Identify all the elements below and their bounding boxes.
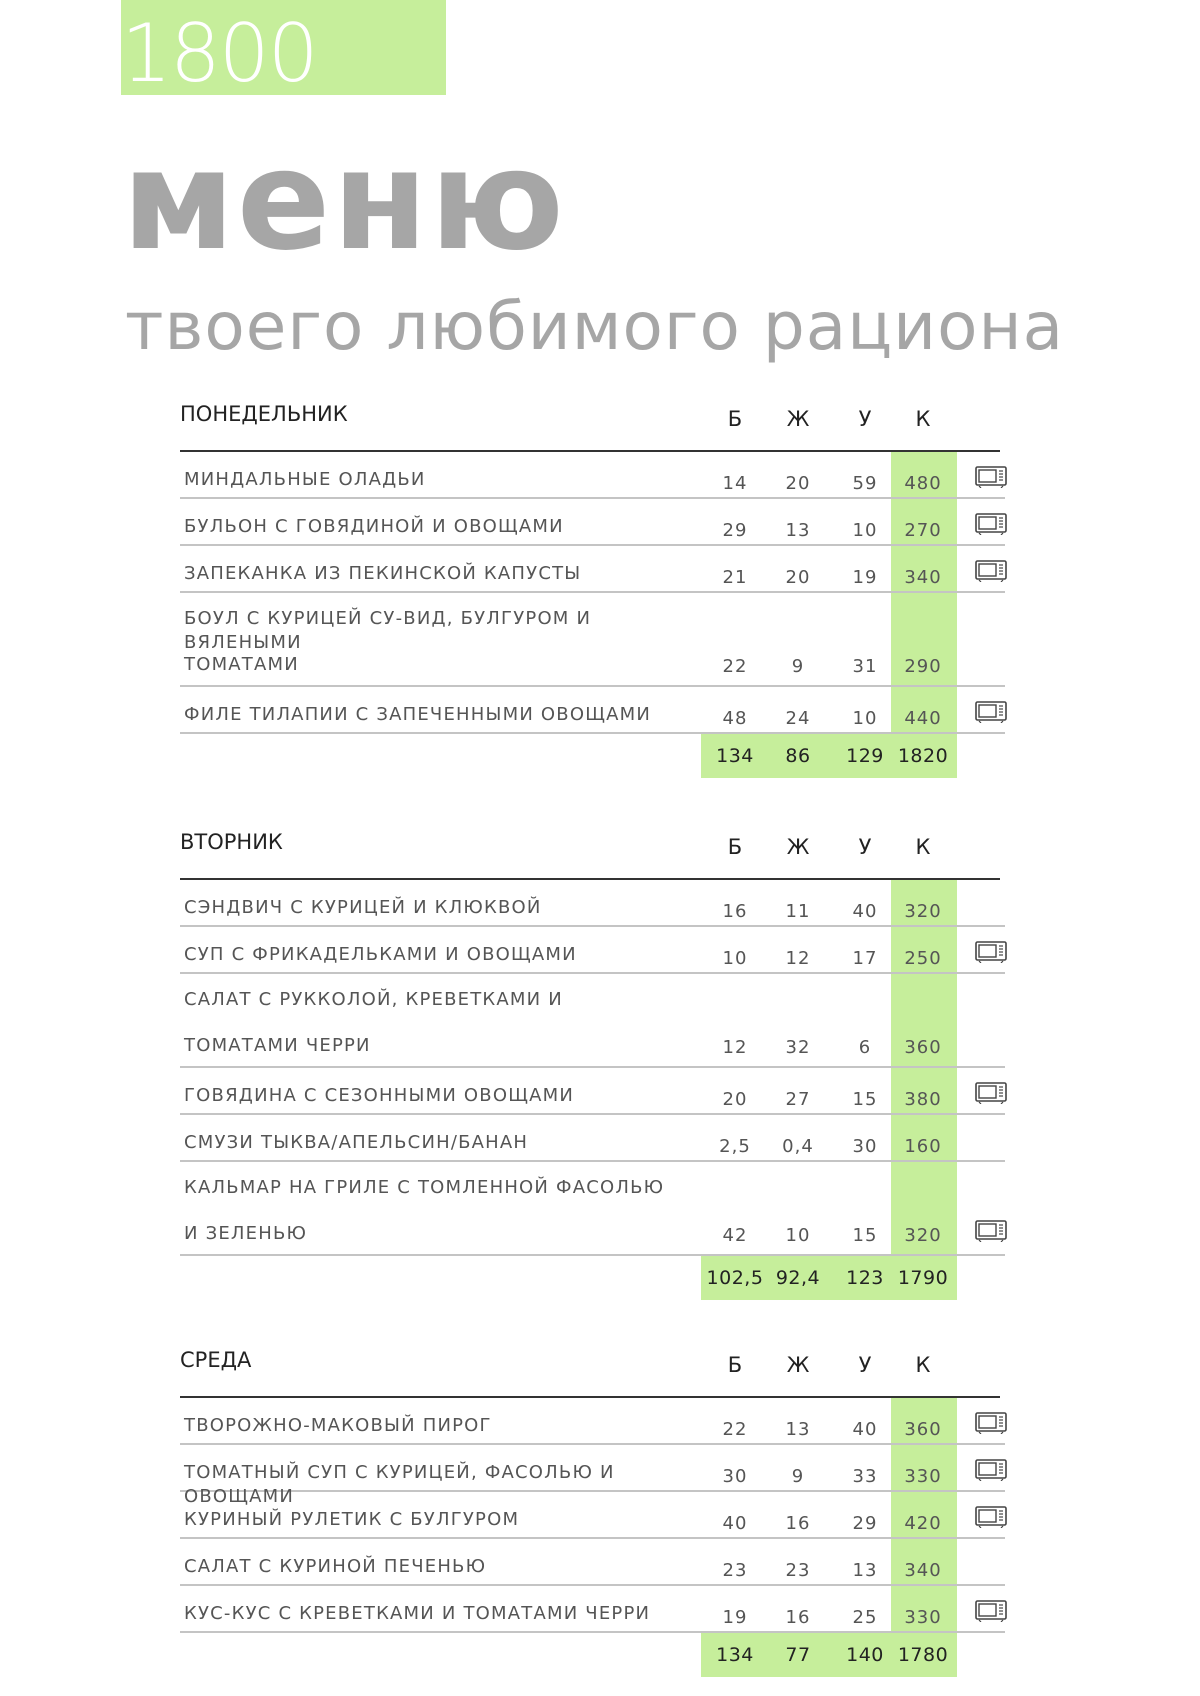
menu-item-row — [180, 1398, 1005, 1445]
menu-item-zh: 20 — [785, 473, 811, 494]
menu-item-u: 25 — [852, 1607, 878, 1628]
menu-item-u: 10 — [852, 520, 878, 541]
microwave-icon — [975, 1220, 1005, 1240]
menu-item-u: 15 — [852, 1225, 878, 1246]
menu-item-u: 40 — [852, 901, 878, 922]
menu-item-u: 15 — [852, 1089, 878, 1110]
menu-item-u: 29 — [852, 1513, 878, 1534]
column-header-k: К — [915, 1353, 931, 1377]
menu-item-zh: 13 — [785, 520, 811, 541]
microwave-icon — [975, 941, 1005, 961]
menu-item-zh: 24 — [785, 708, 811, 729]
menu-item-b: 40 — [722, 1513, 748, 1534]
menu-item-row — [180, 452, 1005, 499]
menu-item-name: СМУЗИ ТЫКВА/АПЕЛЬСИН/БАНАН — [184, 1132, 529, 1153]
menu-item-b: 22 — [722, 1419, 748, 1440]
menu-item-zh: 13 — [785, 1419, 811, 1440]
menu-item-zh: 9 — [791, 656, 805, 677]
menu-item-row — [180, 1492, 1005, 1539]
menu-item-zh: 16 — [785, 1607, 811, 1628]
microwave-icon — [975, 513, 1005, 533]
menu-item-zh: 12 — [785, 948, 811, 969]
menu-item-k: 340 — [904, 1560, 942, 1581]
menu-item-b: 21 — [722, 567, 748, 588]
menu-item-zh: 0,4 — [782, 1136, 814, 1157]
menu-item-zh: 23 — [785, 1560, 811, 1581]
menu-item-row — [180, 1068, 1005, 1115]
menu-item-name: БУЛЬОН С ГОВЯДИНОЙ И ОВОЩАМИ — [184, 516, 564, 537]
menu-item-name: ФИЛЕ ТИЛАПИИ С ЗАПЕЧЕННЫМИ ОВОЩАМИ — [184, 704, 651, 725]
menu-item-row — [180, 974, 1005, 1068]
column-header-b: Б — [727, 407, 743, 431]
microwave-icon — [975, 1459, 1005, 1479]
menu-item-b: 19 — [722, 1607, 748, 1628]
menu-item-row — [180, 1445, 1005, 1507]
menu-item-name: ТВОРОЖНО-МАКОВЫЙ ПИРОГ — [184, 1415, 492, 1436]
menu-item-name: КУС-КУС С КРЕВЕТКАМИ И ТОМАТАМИ ЧЕРРИ — [184, 1603, 651, 1624]
day-name: ВТОРНИК — [180, 830, 283, 854]
menu-item-row — [180, 880, 1005, 927]
menu-item-u: 31 — [852, 656, 878, 677]
microwave-icon — [975, 466, 1005, 486]
menu-item-k: 270 — [904, 520, 942, 541]
menu-item-u: 33 — [852, 1466, 878, 1487]
menu-item-b: 2,5 — [719, 1136, 751, 1157]
menu-item-row — [180, 1539, 1005, 1586]
total-k: 1820 — [897, 745, 949, 767]
menu-item-k: 330 — [904, 1466, 942, 1487]
menu-item-u: 6 — [858, 1037, 872, 1058]
menu-item-k: 480 — [904, 473, 942, 494]
total-zh: 86 — [785, 745, 811, 767]
total-b: 102,5 — [706, 1267, 764, 1289]
column-header-zh: Ж — [786, 835, 810, 859]
column-header-u: У — [858, 407, 872, 431]
menu-item-name: МИНДАЛЬНЫЕ ОЛАДЬИ — [184, 469, 426, 490]
menu-item-k: 360 — [904, 1419, 942, 1440]
total-zh: 92,4 — [775, 1267, 821, 1289]
menu-item-u: 13 — [852, 1560, 878, 1581]
menu-item-k: 250 — [904, 948, 942, 969]
menu-item-zh: 11 — [785, 901, 811, 922]
menu-item-name: САЛАТ С КУРИНОЙ ПЕЧЕНЬЮ — [184, 1556, 487, 1577]
microwave-icon — [975, 560, 1005, 580]
menu-item-b: 48 — [722, 708, 748, 729]
day-header — [180, 400, 1000, 452]
menu-item-k: 360 — [904, 1037, 942, 1058]
menu-item-name: ЗАПЕКАНКА ИЗ ПЕКИНСКОЙ КАПУСТЫ — [184, 563, 582, 584]
column-header-k: К — [915, 835, 931, 859]
menu-item-row — [180, 687, 1005, 734]
menu-item-k: 290 — [904, 656, 942, 677]
menu-item-zh: 27 — [785, 1089, 811, 1110]
column-header-k: К — [915, 407, 931, 431]
menu-item-row — [180, 546, 1005, 593]
microwave-icon — [975, 1082, 1005, 1102]
menu-item-row — [180, 1115, 1005, 1162]
menu-item-u: 30 — [852, 1136, 878, 1157]
menu-item-name: СУП С ФРИКАДЕЛЬКАМИ И ОВОЩАМИ — [184, 944, 577, 965]
menu-item-row — [180, 593, 1005, 687]
menu-item-u: 19 — [852, 567, 878, 588]
menu-item-zh: 9 — [791, 1466, 805, 1487]
menu-item-k: 420 — [904, 1513, 942, 1534]
total-zh: 77 — [785, 1644, 811, 1666]
menu-item-row — [180, 1162, 1005, 1256]
total-u: 129 — [846, 745, 884, 767]
page-subtitle: твоего любимого рациона — [125, 288, 1065, 365]
menu-item-k: 320 — [904, 901, 942, 922]
menu-item-row — [180, 927, 1005, 974]
menu-item-k: 440 — [904, 708, 942, 729]
page-title: меню — [122, 120, 566, 281]
total-k: 1780 — [897, 1644, 949, 1666]
column-header-zh: Ж — [786, 407, 810, 431]
menu-item-b: 42 — [722, 1225, 748, 1246]
calorie-badge — [121, 0, 446, 100]
menu-item-name: ТОМАТАМИ — [184, 654, 299, 675]
menu-item-name: САЛАТ С РУККОЛОЙ, КРЕВЕТКАМИ И — [184, 989, 563, 1010]
menu-item-name: БОУЛ С КУРИЦЕЙ СУ-ВИД, БУЛГУРОМ И ВЯЛЕНЫМИ — [184, 608, 592, 653]
menu-item-k: 320 — [904, 1225, 942, 1246]
total-u: 140 — [846, 1644, 884, 1666]
menu-item-zh: 32 — [785, 1037, 811, 1058]
menu-item-k: 380 — [904, 1089, 942, 1110]
menu-item-name: КУРИНЫЙ РУЛЕТИК С БУЛГУРОМ — [184, 1509, 520, 1530]
menu-item-name: ГОВЯДИНА С СЕЗОННЫМИ ОВОЩАМИ — [184, 1085, 574, 1106]
menu-item-b: 14 — [722, 473, 748, 494]
menu-item-name: ТОМАТНЫЙ СУП С КУРИЦЕЙ, ФАСОЛЬЮ И ОВОЩАМИ — [184, 1462, 615, 1507]
menu-item-b: 10 — [722, 948, 748, 969]
microwave-icon — [975, 1600, 1005, 1620]
menu-item-b: 22 — [722, 656, 748, 677]
menu-item-name: И ЗЕЛЕНЬЮ — [184, 1223, 308, 1244]
menu-item-u: 40 — [852, 1419, 878, 1440]
menu-item-b: 12 — [722, 1037, 748, 1058]
column-header-b: Б — [727, 835, 743, 859]
microwave-icon — [975, 1506, 1005, 1526]
menu-item-k: 330 — [904, 1607, 942, 1628]
menu-item-b: 23 — [722, 1560, 748, 1581]
column-header-zh: Ж — [786, 1353, 810, 1377]
menu-item-zh: 10 — [785, 1225, 811, 1246]
menu-item-b: 30 — [722, 1466, 748, 1487]
menu-item-b: 29 — [722, 520, 748, 541]
menu-item-name: ТОМАТАМИ ЧЕРРИ — [184, 1035, 371, 1056]
menu-item-u: 10 — [852, 708, 878, 729]
menu-item-zh: 16 — [785, 1513, 811, 1534]
day-header — [180, 1346, 1000, 1398]
menu-item-u: 59 — [852, 473, 878, 494]
menu-item-name: КАЛЬМАР НА ГРИЛЕ С ТОМЛЕННОЙ ФАСОЛЬЮ — [184, 1177, 665, 1198]
total-b: 134 — [716, 1644, 754, 1666]
total-k: 1790 — [897, 1267, 949, 1289]
menu-item-row — [180, 1586, 1005, 1633]
total-u: 123 — [846, 1267, 884, 1289]
day-name: ПОНЕДЕЛЬНИК — [180, 402, 348, 426]
menu-item-row — [180, 499, 1005, 546]
calorie-badge-label: 1800 — [121, 7, 317, 100]
menu-item-zh: 20 — [785, 567, 811, 588]
column-header-u: У — [858, 1353, 872, 1377]
menu-item-b: 16 — [722, 901, 748, 922]
menu-item-k: 340 — [904, 567, 942, 588]
menu-item-k: 160 — [904, 1136, 942, 1157]
day-name: СРЕДА — [180, 1348, 252, 1372]
microwave-icon — [975, 701, 1005, 721]
menu-item-u: 17 — [852, 948, 878, 969]
microwave-icon — [975, 1412, 1005, 1432]
column-header-b: Б — [727, 1353, 743, 1377]
total-b: 134 — [716, 745, 754, 767]
menu-item-name: СЭНДВИЧ С КУРИЦЕЙ И КЛЮКВОЙ — [184, 897, 542, 918]
column-header-u: У — [858, 835, 872, 859]
day-header — [180, 828, 1000, 880]
menu-item-b: 20 — [722, 1089, 748, 1110]
